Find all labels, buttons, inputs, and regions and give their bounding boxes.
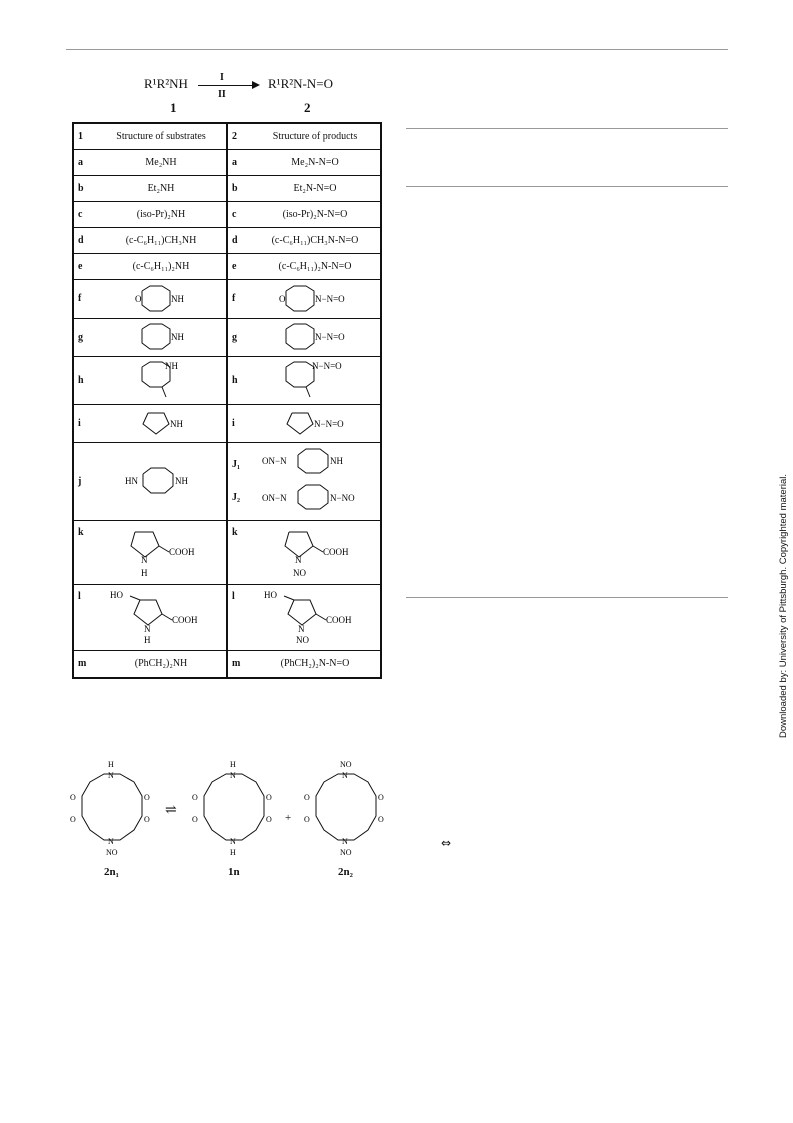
row-key: k (227, 520, 250, 584)
svg-text:N: N (342, 837, 348, 846)
header-substrates: Structure of substrates (96, 123, 227, 149)
row-key: i (73, 404, 96, 442)
column-rule-3 (406, 597, 728, 598)
row-key: a (227, 149, 250, 175)
svg-text:NO: NO (340, 848, 352, 857)
row-key: h (227, 356, 250, 404)
substrate-cell: Et₂NH (96, 175, 227, 201)
product-cell: (c-C₆H₁₁)₂N-N=O (250, 253, 381, 279)
svg-text:N: N (342, 771, 348, 780)
piperazine-structure (121, 464, 201, 498)
reaction-scheme (140, 72, 360, 120)
svg-text:HN: HN (125, 476, 138, 486)
product-cell: (c-C₆H₁₁)CH₃N-N=O (250, 227, 381, 253)
svg-text:HO: HO (264, 590, 277, 600)
svg-text:H: H (230, 848, 236, 857)
svg-text:N: N (108, 837, 114, 846)
svg-text:HO: HO (110, 590, 123, 600)
svg-text:COOH: COOH (172, 615, 198, 625)
nitrosopyrrolidine-structure (270, 407, 360, 439)
pyrrolidine-structure (126, 407, 196, 439)
row-key: b (227, 175, 250, 201)
svg-text:NH: NH (175, 476, 188, 486)
product-number: 2 (304, 100, 311, 115)
svg-text:NH: NH (170, 419, 183, 429)
svg-text:COOH: COOH (169, 547, 195, 557)
svg-text:ON−N: ON−N (262, 456, 287, 466)
row-key: m (73, 650, 96, 678)
crown-1n (184, 760, 284, 860)
table-row (73, 404, 381, 442)
row-key: e (227, 253, 250, 279)
header-key-2: 2 (227, 123, 250, 149)
table-row (73, 227, 381, 253)
reactant-formula: R¹R²NH (144, 76, 188, 91)
substrate-structure (96, 318, 227, 356)
proline-structure (111, 524, 211, 580)
substrate-structure (96, 584, 227, 650)
table-header (73, 123, 381, 149)
product-structure (250, 404, 381, 442)
svg-text:NH: NH (165, 361, 178, 371)
crown-2n1 (62, 760, 162, 860)
nitrosohydroxyproline-structure (260, 588, 370, 646)
svg-text:NH: NH (171, 332, 184, 342)
reaction-arrow (198, 85, 258, 86)
svg-text:O: O (279, 293, 286, 304)
svg-text:N−N=O: N−N=O (314, 419, 344, 429)
row-key: l (73, 584, 96, 650)
svg-text:NO: NO (293, 568, 306, 578)
svg-text:O: O (192, 815, 198, 824)
svg-text:O: O (266, 793, 272, 802)
svg-text:H: H (108, 760, 114, 769)
table-row (73, 201, 381, 227)
methylpiperidine-structure (126, 359, 196, 401)
svg-text:O: O (70, 793, 76, 802)
row-key-j2: J₂ (232, 492, 240, 503)
product-cell: Et₂N-N=O (250, 175, 381, 201)
svg-text:O: O (144, 815, 150, 824)
svg-text:N: N (141, 555, 148, 565)
svg-text:NO: NO (340, 760, 352, 769)
svg-text:N−N=O: N−N=O (315, 293, 345, 304)
substrate-structure (96, 404, 227, 442)
svg-text:N: N (144, 624, 151, 634)
row-key: j (73, 442, 96, 520)
table-row (73, 584, 381, 650)
row-key: d (227, 227, 250, 253)
row-key: k (73, 520, 96, 584)
substrate-structure (96, 356, 227, 404)
svg-text:H: H (230, 760, 236, 769)
svg-text:O: O (304, 793, 310, 802)
row-key: a (73, 149, 96, 175)
svg-text:NO: NO (106, 848, 118, 857)
substrate-structure (96, 520, 227, 584)
row-key (227, 442, 250, 520)
nitrosopiperidine-structure (270, 321, 360, 353)
svg-text:N: N (230, 837, 236, 846)
substrate-cell: Me₂NH (96, 149, 227, 175)
nitrosoproline-structure (265, 524, 365, 580)
svg-text:O: O (304, 815, 310, 824)
substrate-cell: (iso-Pr)₂NH (96, 201, 227, 227)
svg-text:N: N (298, 624, 305, 634)
column-rule-1 (406, 128, 728, 129)
svg-text:N: N (108, 771, 114, 780)
table-row (73, 520, 381, 584)
product-structure (250, 520, 381, 584)
substrate-structure (96, 442, 227, 520)
copyright-note: Downloaded by: University of Pittsburgh. Copyrighted material. (778, 473, 789, 738)
row-key: f (73, 279, 96, 318)
table-row (73, 279, 381, 318)
svg-text:NO: NO (296, 635, 309, 645)
row-key-j1: J₁ (232, 459, 240, 470)
table-row (73, 442, 381, 520)
top-rule (66, 49, 728, 50)
product-cell: Me₂N-N=O (250, 149, 381, 175)
substrate-structure (96, 279, 227, 318)
svg-text:O: O (135, 293, 142, 304)
svg-text:O: O (266, 815, 272, 824)
product-cell: (iso-Pr)₂N-N=O (250, 201, 381, 227)
equilibrium-arrows: ⇌ (165, 803, 177, 818)
product-cell: (PhCH₂)₂N-N=O (250, 650, 381, 678)
table-row (73, 356, 381, 404)
svg-text:NH: NH (171, 293, 184, 304)
crown-2n2 (296, 760, 396, 860)
row-key: b (73, 175, 96, 201)
table-row (73, 175, 381, 201)
plus-sign: + (285, 812, 292, 824)
product-structure (250, 442, 381, 520)
piperidine-structure (126, 321, 196, 353)
svg-text:N−NO: N−NO (330, 493, 355, 503)
row-key: g (227, 318, 250, 356)
svg-text:NH: NH (330, 456, 343, 466)
svg-text:COOH: COOH (326, 615, 352, 625)
svg-text:N: N (230, 771, 236, 780)
row-key: g (73, 318, 96, 356)
svg-text:O: O (378, 793, 384, 802)
product-structure (250, 318, 381, 356)
row-key: h (73, 356, 96, 404)
table-row (73, 253, 381, 279)
svg-text:ON−N: ON−N (262, 493, 287, 503)
table-row (73, 149, 381, 175)
row-key: i (227, 404, 250, 442)
column-rule-2 (406, 186, 728, 187)
table-row (73, 650, 381, 678)
substrate-cell: (c-C₆H₁₁)₂NH (96, 253, 227, 279)
header-products: Structure of products (250, 123, 381, 149)
reactant-number: 1 (170, 100, 177, 115)
nitrosopiperazine-structures (260, 445, 370, 517)
table-row (73, 318, 381, 356)
product-structure (250, 584, 381, 650)
svg-text:COOH: COOH (323, 547, 349, 557)
row-key: e (73, 253, 96, 279)
svg-text:O: O (70, 815, 76, 824)
substrate-cell: (c-C₆H₁₁)CH₃NH (96, 227, 227, 253)
svg-text:H: H (141, 568, 148, 578)
row-key: c (227, 201, 250, 227)
label-2n2: 2n₂ (338, 866, 353, 878)
morpholine-structure (126, 283, 196, 315)
substrate-cell: (PhCH₂)₂NH (96, 650, 227, 678)
svg-text:O: O (192, 793, 198, 802)
label-2n1: 2n₁ (104, 866, 119, 878)
product-structure (250, 356, 381, 404)
svg-text:N−N=O: N−N=O (312, 361, 342, 371)
nitrosomorpholine-structure (270, 283, 360, 315)
hydroxyproline-structure (106, 588, 216, 646)
svg-text:N−N=O: N−N=O (315, 332, 345, 342)
condition-top: I (220, 72, 224, 83)
svg-text:N: N (295, 555, 302, 565)
nitrosomethylpiperidine-structure (270, 359, 360, 401)
condition-bottom: II (218, 89, 226, 100)
label-1n: 1n (228, 866, 240, 878)
product-structure (250, 279, 381, 318)
row-key: l (227, 584, 250, 650)
row-key: c (73, 201, 96, 227)
substrate-product-table (72, 122, 382, 679)
row-key: m (227, 650, 250, 678)
row-key: f (227, 279, 250, 318)
svg-text:H: H (144, 635, 151, 645)
header-key-1: 1 (73, 123, 96, 149)
double-arrow-icon: ⇔ (441, 836, 452, 850)
svg-text:O: O (144, 793, 150, 802)
svg-text:O: O (378, 815, 384, 824)
row-key: d (73, 227, 96, 253)
product-formula: R¹R²N-N=O (268, 76, 333, 91)
